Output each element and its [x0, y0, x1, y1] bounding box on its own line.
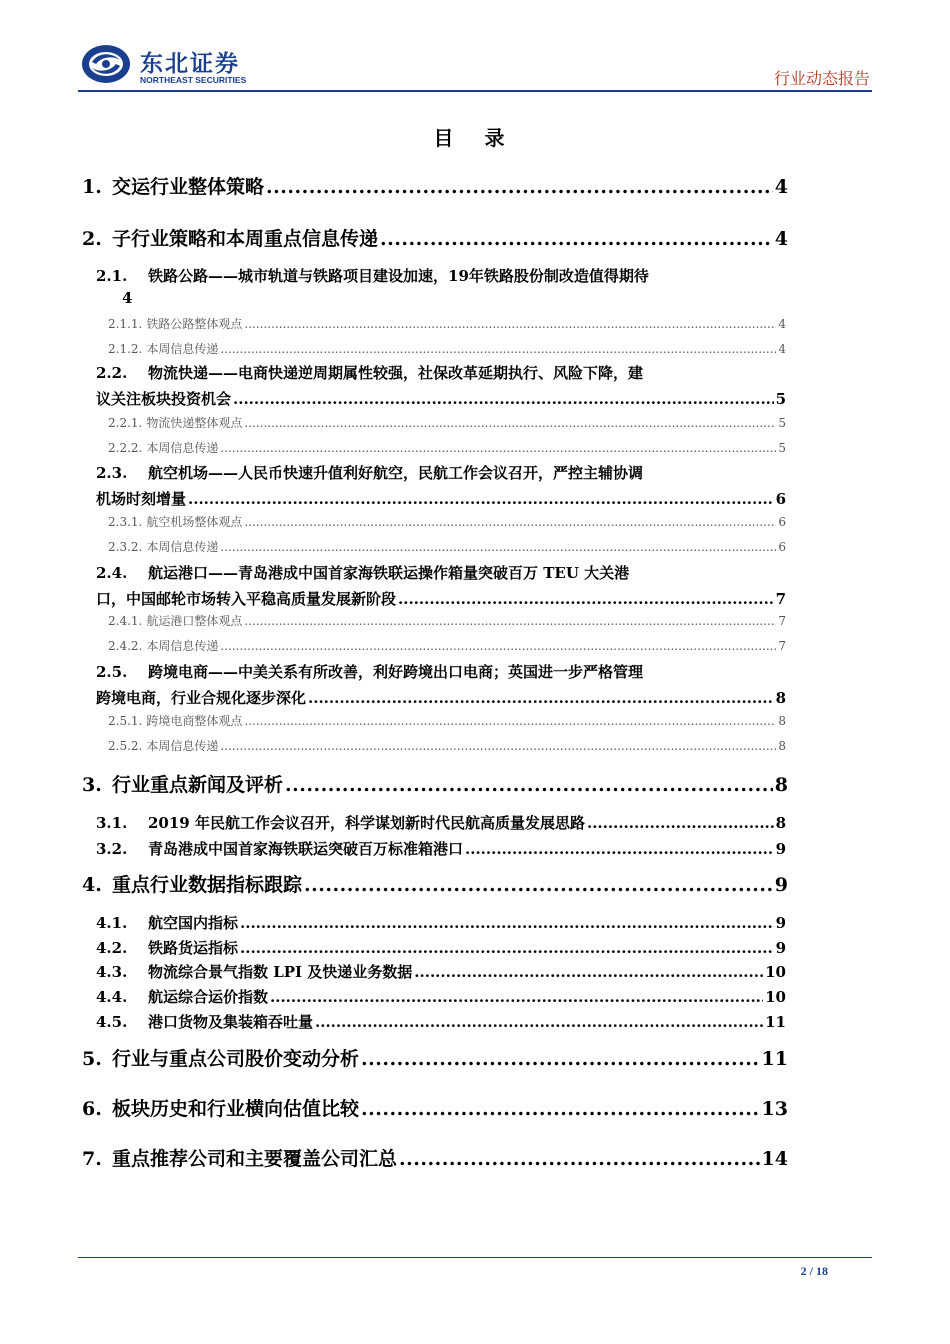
toc-entry-page: 8 [775, 689, 786, 707]
toc-entry-2-4-2[interactable] [108, 637, 786, 657]
toc-entry-page: 11 [761, 1048, 788, 1070]
toc-entry-number: 2.3. [96, 464, 128, 482]
toc-title: 目 录 [433, 126, 517, 150]
toc-leader-dots [308, 689, 774, 707]
toc-entry-2-2-cont[interactable] [96, 388, 786, 409]
toc-entry-5[interactable] [82, 1044, 788, 1072]
toc-entry-number: 2.1.1. [108, 317, 143, 331]
toc-leader-dots [244, 714, 776, 728]
toc-entry-6[interactable] [82, 1094, 788, 1122]
toc-leader-dots [220, 441, 776, 455]
toc-entry-2-1-2[interactable] [108, 340, 786, 360]
toc-entry-4-4[interactable] [96, 986, 786, 1008]
toc-entry-2-2[interactable] [96, 362, 643, 384]
toc-entry-text: 本周信息传递 [146, 342, 219, 356]
toc-entry-number: 2.2.2. [108, 441, 143, 455]
toc-entry-text: 重点行业数据指标跟踪 [112, 874, 303, 896]
toc-entry-text: 航空机场——人民币快速升值利好航空，民航工作会议召开，严控主辅协调 [148, 464, 644, 482]
toc-entry-text: 航空国内指标 [148, 914, 239, 932]
toc-entry-number: 7. [82, 1148, 102, 1170]
toc-entry-3[interactable] [82, 770, 788, 798]
toc-entry-2-2-2[interactable] [108, 439, 786, 459]
header-divider [78, 90, 872, 92]
toc-entry-1[interactable] [82, 172, 788, 200]
toc-entry-page: 8 [774, 774, 788, 796]
toc-entry-text: 航运港口整体观点 [146, 614, 243, 628]
toc-entry-text: 本周信息传递 [146, 441, 219, 455]
toc-entry-text: 行业与重点公司股价变动分析 [112, 1048, 360, 1070]
toc-entry-page: 9 [775, 914, 786, 932]
toc-entry-text: 铁路公路——城市轨道与铁路项目建设加速，19年铁路股份制改造值得期待 [148, 267, 649, 285]
toc-entry-text: 本周信息传递 [146, 540, 219, 554]
toc-leader-dots [244, 317, 776, 331]
toc-leader-dots [244, 614, 776, 628]
toc-entry-text: 跨境电商，行业合规化逐步深化 [96, 689, 307, 707]
toc-leader-dots [285, 774, 773, 796]
toc-entry-text: 重点推荐公司和主要覆盖公司汇总 [112, 1148, 398, 1170]
toc-entry-2-3-cont[interactable] [96, 488, 786, 509]
toc-entry-2[interactable] [82, 224, 788, 252]
toc-entry-2-2-1[interactable] [108, 414, 786, 434]
toc-entry-text: 子行业策略和本周重点信息传递 [112, 228, 379, 250]
toc-entry-number: 1. [82, 176, 102, 198]
toc-leader-dots [240, 914, 774, 932]
toc-leader-dots [304, 874, 773, 896]
footer-divider [78, 1257, 872, 1258]
toc-entry-number: 5. [82, 1048, 102, 1070]
toc-entry-text: 物流快递——电商快递逆周期属性较强，社保改革延期执行、风险下降，建 [148, 364, 644, 382]
toc-entry-number: 4.5. [96, 1013, 128, 1031]
toc-entry-4-2[interactable] [96, 937, 786, 959]
toc-entry-number: 4. [82, 874, 102, 896]
toc-entry-page: 14 [761, 1148, 788, 1170]
toc-entry-2-4-cont[interactable] [96, 588, 786, 609]
toc-entry-number: 2.4. [96, 564, 128, 582]
toc-entry-number: 2.5.2. [108, 739, 143, 753]
toc-entry-number: 4.2. [96, 939, 128, 957]
toc-entry-page: 7 [778, 639, 786, 653]
toc-entry-page: 4 [778, 317, 786, 331]
toc-entry-number: 4.1. [96, 914, 128, 932]
toc-leader-dots [414, 963, 763, 981]
toc-entry-text: 行业重点新闻及评析 [112, 774, 284, 796]
toc-entry-number: 2.3.1. [108, 515, 143, 529]
toc-entry-page: 6 [775, 490, 786, 508]
toc-leader-dots [266, 176, 773, 198]
toc-entry-page: 4 [778, 342, 786, 356]
page-header [78, 38, 872, 90]
toc-leader-dots [233, 390, 774, 408]
toc-leader-dots [270, 988, 763, 1006]
logo-company-cn: 东北证券 [140, 51, 240, 77]
toc-entry-text: 板块历史和行业横向估值比较 [112, 1098, 360, 1120]
company-logo [80, 42, 270, 86]
toc-entry-text: 航空机场整体观点 [146, 515, 243, 529]
toc-entry-text: 航运综合运价指数 [148, 988, 269, 1006]
toc-entry-text: 本周信息传递 [146, 639, 219, 653]
toc-entry-2-1-page[interactable] [122, 289, 162, 311]
toc-entry-number: 4.3. [96, 963, 128, 981]
toc-entry-number: 2.4.2. [108, 639, 143, 653]
toc-entry-number: 2.5. [96, 663, 128, 681]
toc-entry-2-3[interactable] [96, 462, 643, 484]
report-type-label: 行业动态报告 [773, 69, 870, 88]
toc-entry-4-5[interactable] [96, 1011, 786, 1033]
toc-leader-dots [244, 416, 776, 430]
toc-leader-dots [399, 1148, 760, 1170]
toc-entry-2-4[interactable] [96, 562, 629, 584]
logo-swirl-icon [80, 42, 136, 86]
toc-entry-number: 4.4. [96, 988, 128, 1006]
toc-entry-page: 5 [778, 416, 786, 430]
toc-entry-text: 青岛港成中国首家海铁联运突破百万标准箱港口 [148, 840, 464, 858]
toc-entry-number: 2. [82, 228, 102, 250]
toc-entry-page: 5 [775, 390, 786, 408]
toc-entry-2-5-1[interactable] [108, 712, 786, 732]
toc-entry-2-3-2[interactable] [108, 538, 786, 558]
toc-leader-dots [220, 342, 776, 356]
toc-leader-dots [220, 639, 776, 653]
toc-entry-2-5-2[interactable] [108, 737, 786, 757]
toc-entry-number: 2.4.1. [108, 614, 143, 628]
toc-entry-text: 跨境电商整体观点 [146, 714, 243, 728]
toc-entry-text: 航运港口——青岛港成中国首家海铁联运操作箱量突破百万 TEU 大关港 [148, 564, 630, 582]
toc-entry-2-5[interactable] [96, 661, 643, 683]
toc-entry-text: 物流快递整体观点 [146, 416, 243, 430]
toc-entry-number: 2.5.1. [108, 714, 143, 728]
toc-entry-4[interactable] [82, 870, 788, 898]
toc-entry-number: 2.2.1. [108, 416, 143, 430]
toc-entry-number: 2.1.2. [108, 342, 143, 356]
toc-entry-page: 8 [778, 739, 786, 753]
toc-entry-text: 本周信息传递 [146, 739, 219, 753]
toc-entry-2-5-cont[interactable] [96, 687, 786, 708]
toc-entry-text: 机场时刻增量 [96, 490, 187, 508]
toc-entry-number: 3. [82, 774, 102, 796]
toc-entry-page: 5 [778, 441, 786, 455]
toc-entry-page: 4 [774, 176, 788, 198]
toc-entry-page: 8 [775, 814, 786, 832]
toc-leader-dots [361, 1098, 760, 1120]
toc-entry-text: 铁路公路整体观点 [146, 317, 243, 331]
toc-entry-page: 9 [775, 840, 786, 858]
toc-entry-text: 2019 年民航工作会议召开，科学谋划新时代民航高质量发展思路 [148, 814, 585, 832]
toc-leader-dots [587, 814, 774, 832]
toc-entry-text: 物流综合景气指数 LPI 及快递业务数据 [148, 963, 413, 981]
toc-entry-number: 6. [82, 1098, 102, 1120]
toc-entry-2-1[interactable] [96, 265, 649, 287]
toc-leader-dots [361, 1048, 760, 1070]
toc-entry-3-1[interactable] [96, 812, 786, 834]
toc-entry-page: 6 [778, 540, 786, 554]
logo-company-en: NORTHEAST SECURITIES [140, 75, 247, 85]
toc-entry-7[interactable] [82, 1144, 788, 1172]
toc-entry-number: 2.2. [96, 364, 128, 382]
toc-entry-page: 13 [761, 1098, 788, 1120]
toc-entry-page: 6 [778, 515, 786, 529]
toc-leader-dots [188, 490, 774, 508]
toc-entry-text: 口，中国邮轮市场转入平稳高质量发展新阶段 [96, 590, 397, 608]
toc-entry-text: 议关注板块投资机会 [96, 390, 232, 408]
toc-entry-2-1-1[interactable] [108, 315, 786, 335]
toc-leader-dots [380, 228, 773, 250]
toc-leader-dots [240, 939, 774, 957]
toc-entry-page: 11 [765, 1013, 786, 1031]
toc-entry-2-4-1[interactable] [108, 612, 786, 632]
toc-entry-page: 7 [778, 614, 786, 628]
footer-page-indicator: 2 / 18 [800, 1264, 828, 1278]
toc-entry-text: 跨境电商——中美关系有所改善，利好跨境出口电商；英国进一步严格管理 [148, 663, 644, 681]
toc-entry-page: 8 [778, 714, 786, 728]
toc-entry-page: 4 [122, 289, 133, 307]
toc-entry-text: 交运行业整体策略 [112, 176, 265, 198]
toc-entry-text: 港口货物及集装箱吞吐量 [148, 1013, 314, 1031]
toc-entry-number: 3.2. [96, 840, 128, 858]
toc-leader-dots [220, 540, 776, 554]
toc-entry-page: 7 [775, 590, 786, 608]
toc-entry-page: 10 [765, 988, 786, 1006]
toc-leader-dots [220, 739, 776, 753]
toc-entry-2-3-1[interactable] [108, 513, 786, 533]
toc-leader-dots [315, 1013, 763, 1031]
toc-entry-page: 9 [774, 874, 788, 896]
toc-leader-dots [398, 590, 774, 608]
toc-entry-4-1[interactable] [96, 912, 786, 934]
toc-entry-number: 2.1. [96, 267, 128, 285]
toc-entry-3-2[interactable] [96, 838, 786, 860]
toc-leader-dots [465, 840, 774, 858]
toc-entry-text: 铁路货运指标 [148, 939, 239, 957]
toc-entry-page: 10 [765, 963, 786, 981]
toc-entry-page: 9 [775, 939, 786, 957]
toc-leader-dots [244, 515, 776, 529]
toc-entry-4-3[interactable] [96, 961, 786, 983]
toc-entry-page: 4 [774, 228, 788, 250]
toc-entry-number: 3.1. [96, 814, 128, 832]
toc-entry-number: 2.3.2. [108, 540, 143, 554]
